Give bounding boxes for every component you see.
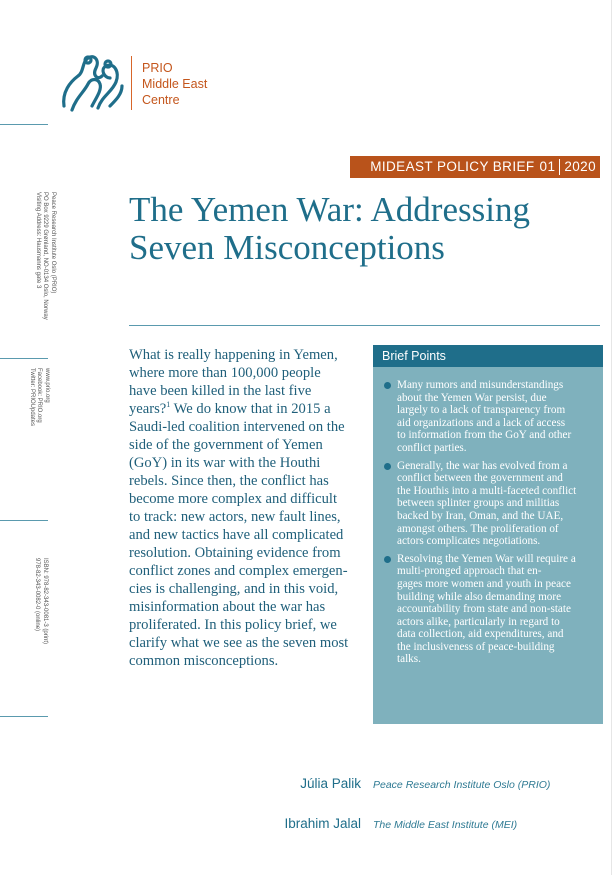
brief-point-item <box>383 379 597 455</box>
brief-point-line: Many rumors and misunderstandings <box>397 379 564 391</box>
brief-point-line: conflict between the government and <box>397 472 563 485</box>
intro-line: We do know that in 2015 a <box>170 401 331 417</box>
logo-divider <box>131 56 132 110</box>
intro-line: cies is challenging, and in this void, <box>129 581 339 597</box>
author-affiliation: Peace Research Institute Oslo (PRIO) <box>373 779 551 791</box>
brief-point-line: about the Yemen War persist, due <box>397 391 547 404</box>
page-title <box>129 191 599 267</box>
sidebar-isbn-line: 978-82-343-0082-0 (online) <box>34 558 41 632</box>
prio-logo-icon <box>58 48 128 118</box>
brief-point-line: actors complicates negotiations. <box>397 535 541 548</box>
intro-line: become more complex and difficult <box>129 491 338 507</box>
intro-line: proliferated. In this policy brief, we <box>129 617 337 633</box>
brief-point-line: Generally, the war has evolved from a <box>397 459 568 472</box>
series-year: 2020 <box>564 159 596 174</box>
intro-paragraph <box>129 346 357 670</box>
author-name: Ibrahim Jalal <box>284 816 361 831</box>
sidebar-address <box>34 192 57 320</box>
intro-line: resolution. Obtaining evidence from <box>129 545 341 561</box>
logo-line-2: Middle East <box>142 77 208 91</box>
sidebar-web-link[interactable]: www.prio.org <box>44 368 50 403</box>
intro-line: rebels. Since then, the conflict has <box>129 473 329 489</box>
intro-line: What is really happening in Yemen, <box>129 347 338 363</box>
title-line-2: Seven Misconceptions <box>129 228 445 267</box>
brief-point-line: aid organizations and a lack of access <box>397 416 566 429</box>
brief-points-box <box>373 345 603 724</box>
intro-line: clarify what we see as the seven most <box>129 635 349 651</box>
sidebar-address-line: Visiting Address: Hausmanns gate 3 <box>35 192 41 289</box>
brief-point-line: between splinter groups and militias <box>397 497 560 510</box>
brief-point-line: accountability from state and non-state <box>397 603 571 616</box>
intro-line: misinformation about the war has <box>129 599 326 615</box>
author-name: Júlia Palik <box>300 776 361 791</box>
title-line-1: The Yemen War: Addressing <box>129 190 530 229</box>
logo-line-3: Centre <box>142 93 180 107</box>
brief-point-item <box>383 553 597 666</box>
intro-line: have been killed in the last five <box>129 383 312 399</box>
brief-point-line: backed by Iran, Oman, and the UAE, <box>397 509 564 522</box>
intro-line: (GoY) in its war with the Houthi <box>129 455 321 471</box>
intro-line: side of the government of Yemen <box>129 437 323 453</box>
sidebar-web-link[interactable]: Facebook: PRIO.org <box>36 368 43 423</box>
brief-point-line: actors alike, particularly in regard to <box>397 615 560 628</box>
intro-line: and new tactics have all complicated <box>129 527 344 543</box>
series-separator <box>559 159 560 175</box>
sidebar-web <box>28 368 51 426</box>
logo-wordmark <box>142 60 207 108</box>
bullet-dot-icon <box>384 382 391 389</box>
sidebar-rule-1 <box>0 124 48 125</box>
brief-point-line: the inclusiveness of peace-building <box>397 640 555 653</box>
sidebar-isbn <box>33 558 48 644</box>
brief-point-item <box>383 460 597 548</box>
brief-point-line: data collection, aid expenditures, and <box>397 628 564 641</box>
sidebar-rule-4 <box>0 716 48 717</box>
series-number: 01 <box>539 159 556 174</box>
intro-line: where more than 100,000 people <box>129 365 321 381</box>
brief-point-line: conflict parties. <box>397 441 467 454</box>
intro-line: common misconceptions. <box>129 653 279 669</box>
intro-line: Saudi-led coalition intervened on the <box>129 419 345 435</box>
brief-points-heading: Brief Points <box>373 345 603 367</box>
intro-line: to track: new actors, new fault lines, <box>129 509 341 525</box>
logo-line-1: PRIO <box>142 61 173 75</box>
brief-point-line: to information from the GoY and other <box>397 429 572 442</box>
brief-point-line: Resolving the Yemen War will require a <box>397 552 576 565</box>
brief-point-line: the Houthis into a multi-faceted conflict <box>397 484 577 497</box>
title-divider <box>129 325 600 326</box>
brief-point-line: building while also demanding more <box>397 590 562 603</box>
intro-line: conflict zones and complex emergen- <box>129 563 348 579</box>
sidebar-rule-2 <box>0 358 48 359</box>
brief-point-line: amongst others. The proliferation of <box>397 522 559 535</box>
author-affiliation: The Middle East Institute (MEI) <box>373 819 518 831</box>
brief-point-line: gages more women and youth in peace <box>397 577 571 590</box>
brief-point-line: largely to a lack of transparency from <box>397 404 566 417</box>
brief-points-list <box>373 367 603 666</box>
intro-line-with-footnote <box>129 400 357 418</box>
bullet-dot-icon <box>384 463 391 470</box>
sidebar-address-line: PO Box 9229 Grønland, NO-0134 Oslo, Norway <box>42 192 49 320</box>
sidebar-rule-3 <box>0 520 48 521</box>
intro-line: years? <box>129 401 167 417</box>
series-label: MIDEAST POLICY BRIEF <box>370 159 535 174</box>
sidebar-address-line: Peace Research Institute Oslo (PRIO) <box>50 192 56 294</box>
bullet-dot-icon <box>384 556 391 563</box>
brief-point-line: multi-pronged approach that en- <box>397 565 542 578</box>
sidebar-isbn-line: ISBN: 978-82-343-0081-3 (print) <box>42 558 48 645</box>
brief-point-line: talks. <box>397 653 421 666</box>
series-banner <box>350 156 600 178</box>
sidebar-web-link[interactable]: Twitter: PRIOUpdates <box>29 368 35 427</box>
footnote-mark[interactable]: 1 <box>166 400 171 410</box>
